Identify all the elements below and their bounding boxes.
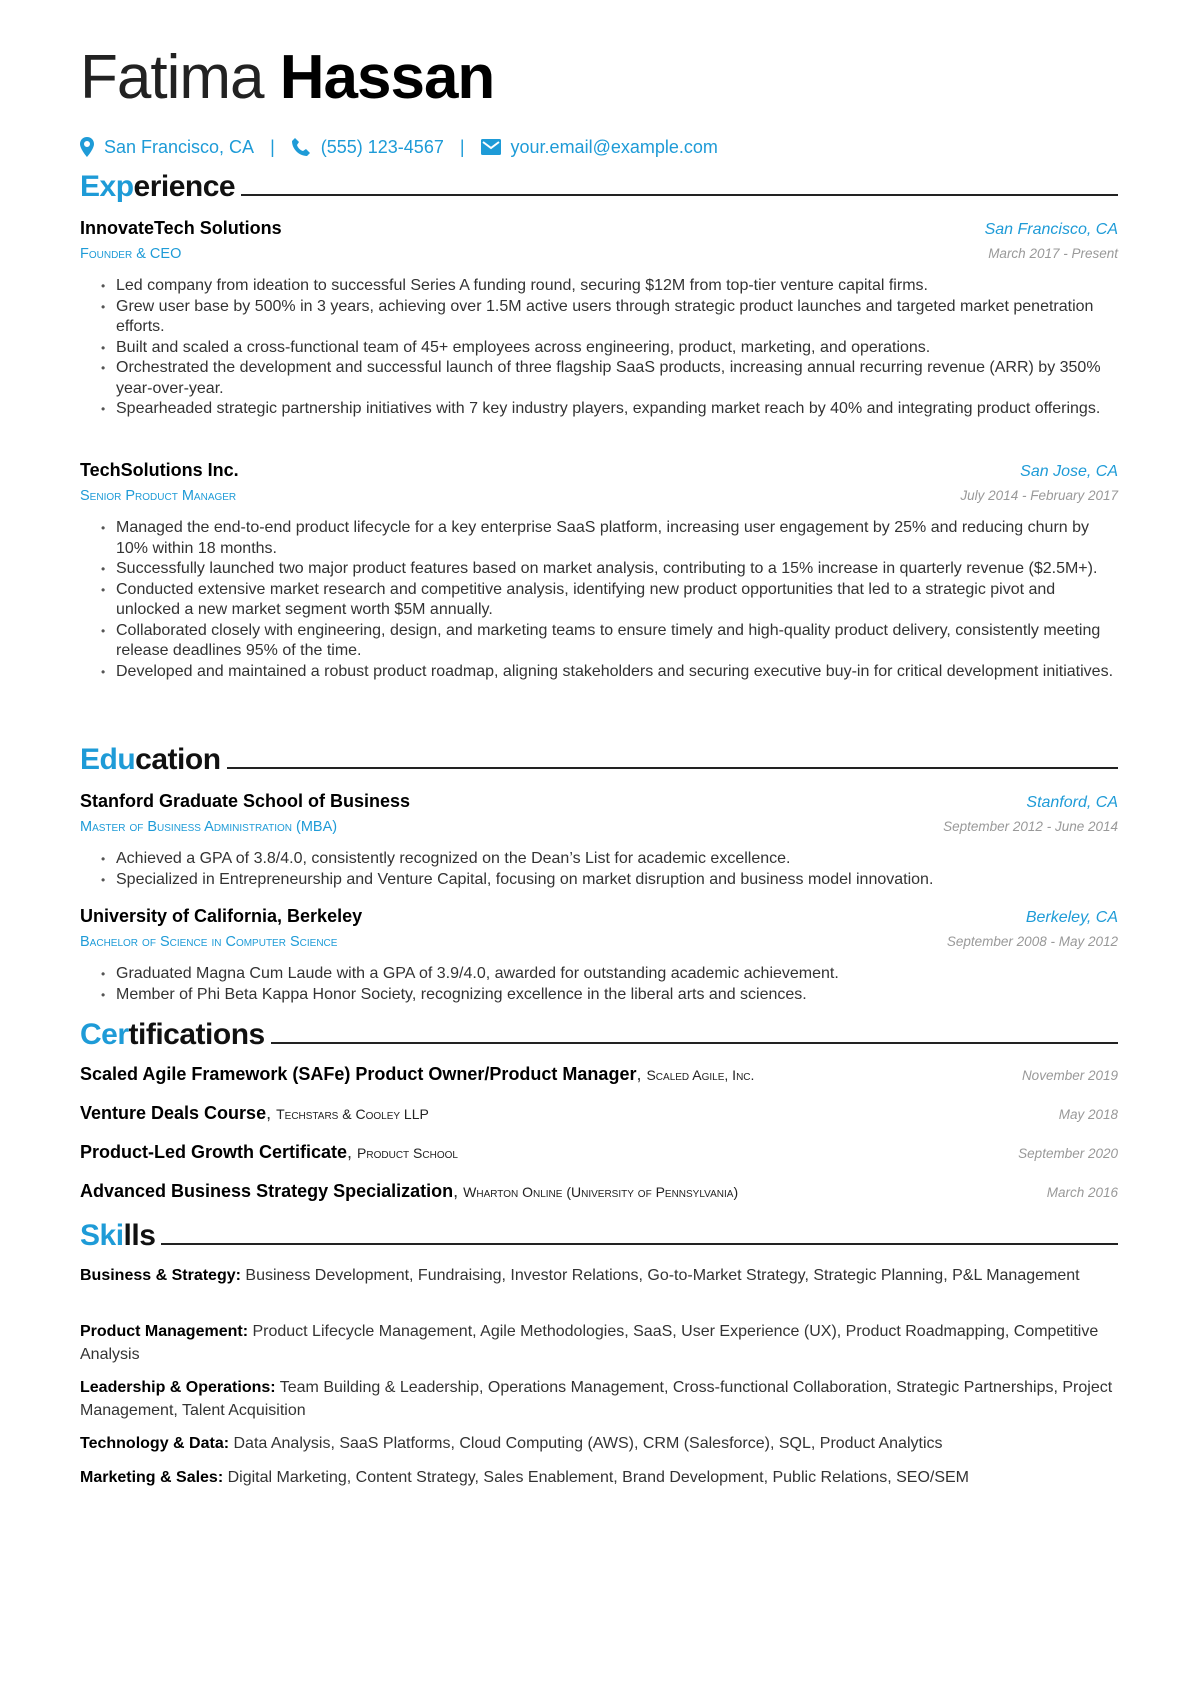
section-heading-experience: Experience [80,168,1118,206]
section-heading-education: Education [80,741,1118,779]
bullet: • Conducted extensive market research and competitive analysis, identifying new product opportunities that led to a strategic pivot and unlocked a new market segment worth $5M annually. [116,580,1118,621]
email-link[interactable]: your.email@example.com [510,137,718,157]
bullet-list [80,964,1118,1005]
cert-issuer: Product School [357,1145,458,1161]
cert-date: March 2016 [1046,1185,1118,1200]
section-rule [271,1042,1118,1044]
cert-date: September 2020 [1018,1146,1118,1161]
separator: | [459,137,465,157]
company: InnovateTech Solutions [80,218,282,238]
bullet: • Collaborated closely with engineering, design, and marketing teams to ensure timely and high-quality product delivery, consistently meeting release deadlines 95% of the time. [116,621,1118,662]
bullet: • Led company from ideation to successful Series A funding round, securing $12M from top-tier venture capital firms. [116,276,1118,297]
experience-entry [80,458,1118,682]
bullet: • Spearheaded strategic partnership initiatives with 7 key industry players, expanding market reach by 40% and integrating product offerings. [116,399,1118,420]
skill-category: Product Management: [80,1323,249,1340]
location-link[interactable]: San Francisco, CA [104,137,255,157]
dates: September 2008 - May 2012 [946,934,1118,949]
skill-group [80,1377,1118,1422]
job-title: Senior Product Manager [80,488,237,504]
contact-line [80,135,1118,159]
degree: Bachelor of Science in Computer Science [80,934,338,950]
cert-date: May 2018 [1058,1107,1118,1122]
job-title: Founder & CEO [80,246,182,262]
skill-items: Team Building & Leadership, Operations Management, Cross-functional Collaboration, Strategic Partnerships, Project Management, Talent Acquisition [80,1379,1113,1419]
candidate-name [80,42,1118,114]
bullet: • Member of Phi Beta Kappa Honor Society, recognizing excellence in the liberal arts and sciences. [116,985,1118,1006]
skill-group [80,1321,1118,1366]
bullet-list [80,276,1118,420]
skill-category: Technology & Data: [80,1435,230,1452]
location: San Francisco, CA [984,221,1118,238]
map-marker-icon [80,137,94,157]
education-entry [80,789,1118,890]
location: San Jose, CA [1020,463,1118,480]
first-name: Fatima [80,43,264,112]
cert-title: Scaled Agile Framework (SAFe) Product Owner/Product Manager [80,1064,637,1084]
location: Stanford, CA [1026,794,1118,811]
company: TechSolutions Inc. [80,460,239,480]
section-heading-certifications: Certifications [80,1016,1118,1054]
dates: July 2014 - February 2017 [960,488,1118,503]
section-rule [227,767,1118,769]
cert-title: Advanced Business Strategy Specialization [80,1181,454,1201]
phone-link[interactable]: (555) 123-4567 [320,137,444,157]
skill-group [80,1265,1118,1288]
school: University of California, Berkeley [80,906,363,926]
skill-items: Digital Marketing, Content Strategy, Sales Enablement, Brand Development, Public Relations, SEO/SEM [227,1469,970,1486]
education-entry [80,904,1118,1005]
skill-group [80,1433,1118,1456]
cert-issuer: Techstars & Cooley LLP [276,1106,429,1122]
bullet: • Built and scaled a cross-functional team of 45+ employees across engineering, product, marketing, and operations. [116,338,1118,359]
dates: March 2017 - Present [988,246,1118,261]
skill-items: Business Development, Fundraising, Investor Relations, Go-to-Market Strategy, Strategic Planning, P&L Management [245,1267,1080,1284]
phone-icon [291,137,311,157]
bullet: • Specialized in Entrepreneurship and Venture Capital, focusing on market disruption and business model innovation. [116,870,1118,891]
separator: | [270,137,275,157]
bullet: • Developed and maintained a robust product roadmap, aligning stakeholders and securing executive buy-in for critical development initiatives. [116,662,1118,683]
cert-issuer: Wharton Online (University of Pennsylvania) [463,1184,739,1200]
certification-item: Advanced Business Strategy Specialization, Wharton Online (University of Pennsylvania) March 2016 [80,1181,1118,1205]
bullet: • Successfully launched two major product features based on market analysis, contributing to a 15% increase in quarterly revenue ($2.5M+). [116,559,1118,580]
bullet: • Managed the end-to-end product lifecycle for a key enterprise SaaS platform, increasing user engagement by 25% and reducing churn by 10% within 18 months. [116,518,1118,559]
school: Stanford Graduate School of Business [80,791,411,811]
certification-item: Venture Deals Course, Techstars & Cooley LLP May 2018 [80,1103,1118,1127]
skill-group [80,1467,1118,1490]
last-name: Hassan [279,43,495,112]
skill-items: Product Lifecycle Management, Agile Methodologies, SaaS, User Experience (UX), Product Roadmapping, Competitive Analysis [80,1323,1099,1363]
certification-item: Product-Led Growth Certificate, Product School September 2020 [80,1142,1118,1166]
cert-date: November 2019 [1021,1068,1118,1083]
section-rule [161,1243,1118,1245]
skill-items: Data Analysis, SaaS Platforms, Cloud Computing (AWS), CRM (Salesforce), SQL, Product Analytics [233,1435,943,1452]
skill-category: Business & Strategy: [80,1267,241,1284]
cert-title: Venture Deals Course [80,1103,267,1123]
cert-issuer: Scaled Agile, Inc. [646,1067,755,1083]
certification-item: Scaled Agile Framework (SAFe) Product Owner/Product Manager, Scaled Agile, Inc. November 2019 [80,1064,1118,1088]
bullet: • Grew user base by 500% in 3 years, achieving over 1.5M active users through strategic product launches and targeted market penetration efforts. [116,297,1118,338]
degree: Master of Business Administration (MBA) [80,819,338,835]
bullet: • Orchestrated the development and successful launch of three flagship SaaS products, increasing annual recurring revenue (ARR) by 350% year-over-year. [116,358,1118,399]
bullet: • Achieved a GPA of 3.8/4.0, consistently recognized on the Dean’s List for academic excellence. [116,849,1118,870]
bullet: • Graduated Magna Cum Laude with a GPA of 3.9/4.0, awarded for outstanding academic achievement. [116,964,1118,985]
dates: September 2012 - June 2014 [943,819,1118,834]
skill-category: Marketing & Sales: [80,1469,224,1486]
section-rule [241,194,1118,196]
location: Berkeley, CA [1025,909,1118,926]
bullet-list [80,849,1118,890]
bullet-list [80,518,1118,682]
experience-entry [80,216,1118,420]
section-heading-skills: Skills [80,1217,1118,1255]
envelope-icon [481,139,501,155]
skill-category: Leadership & Operations: [80,1379,276,1396]
cert-title: Product-Led Growth Certificate [80,1142,348,1162]
